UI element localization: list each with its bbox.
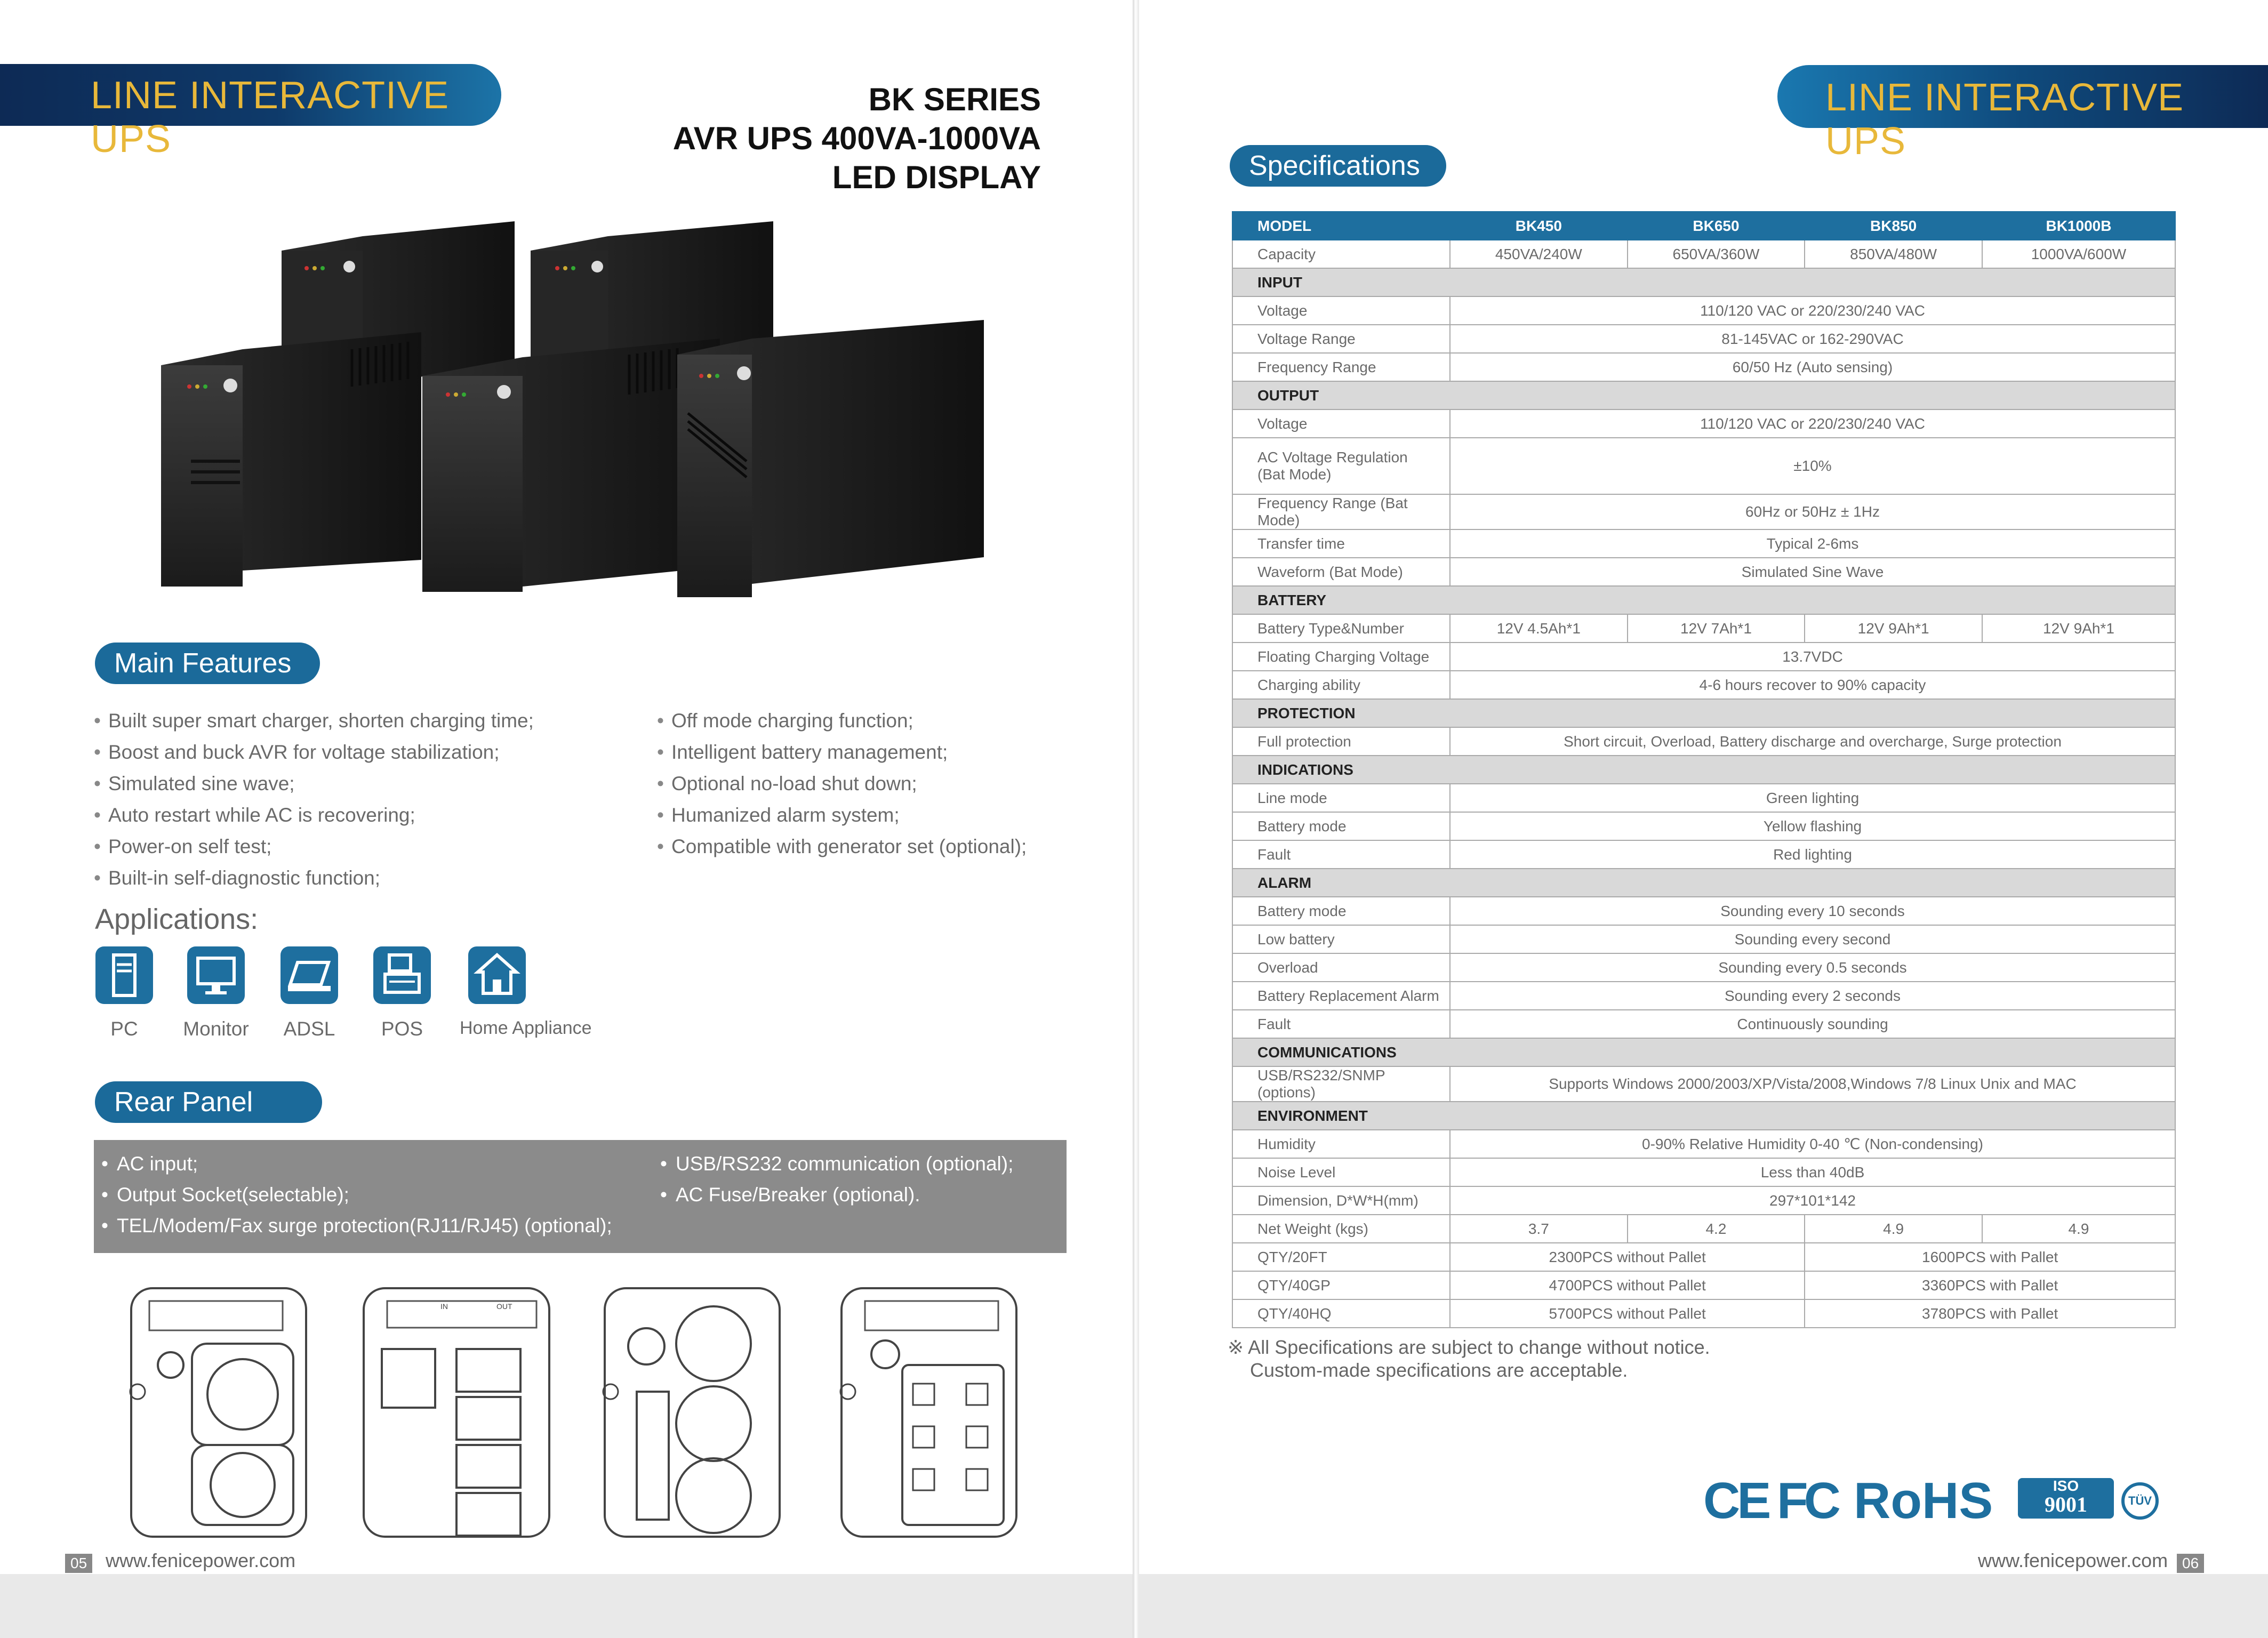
spec-key: Floating Charging Voltage — [1232, 643, 1450, 671]
spec-value: 3360PCS with Pallet — [1805, 1271, 2175, 1299]
model-header-bk1000b: BK1000B — [1982, 212, 2175, 240]
iso-label: ISO — [2053, 1478, 2079, 1494]
spec-row — [1232, 1066, 2175, 1102]
spec-row — [1232, 643, 2175, 671]
spec-value: 450VA/240W — [1450, 240, 1628, 268]
product-photo — [149, 211, 1003, 611]
spec-row — [1232, 784, 2175, 812]
spec-value: 81-145VAC or 162-290VAC — [1450, 325, 2175, 353]
spec-header-row — [1232, 212, 2175, 240]
rear-item: • AC Fuse/Breaker (optional). — [660, 1179, 1013, 1210]
spec-key: Voltage — [1232, 296, 1450, 325]
spec-row — [1232, 727, 2175, 756]
spec-key: Battery mode — [1232, 897, 1450, 925]
spec-section-row — [1232, 1102, 2175, 1130]
spec-section-title: INPUT — [1232, 268, 2175, 296]
rohs-logo: RoHS — [1854, 1472, 1993, 1529]
app-monitor — [179, 946, 253, 1040]
spec-row — [1232, 353, 2175, 381]
spec-section-row — [1232, 586, 2175, 614]
spec-key-line: AC Voltage Regulation — [1257, 449, 1408, 465]
feature-item: • Intelligent battery management; — [657, 736, 1027, 768]
spec-value: 850VA/480W — [1805, 240, 1982, 268]
spec-row — [1232, 671, 2175, 699]
series-title-line: AVR UPS 400VA-1000VA — [672, 121, 1041, 156]
rear-list-col1 — [101, 1149, 612, 1241]
spec-key: Capacity — [1232, 240, 1450, 268]
spec-section-row — [1232, 268, 2175, 296]
app-pc — [87, 946, 162, 1040]
spec-row — [1232, 240, 2175, 268]
spec-row — [1232, 1130, 2175, 1158]
spec-value: 13.7VDC — [1450, 643, 2175, 671]
spec-key: Battery Replacement Alarm — [1232, 982, 1450, 1010]
series-title — [673, 80, 1041, 197]
right-banner-title: LINE INTERACTIVE UPS — [1825, 76, 2184, 163]
spec-row — [1232, 1271, 2175, 1299]
spec-key: Transfer time — [1232, 529, 1450, 558]
spec-row — [1232, 953, 2175, 982]
left-banner — [0, 64, 501, 160]
spec-section-row — [1232, 869, 2175, 897]
spec-section-row — [1232, 1038, 2175, 1066]
model-header-bk650: BK650 — [1628, 212, 1805, 240]
rear-list-col2 — [660, 1149, 1013, 1210]
left-page — [0, 0, 1133, 1638]
spec-key-line: (Bat Mode) — [1257, 466, 1332, 483]
spec-value: 12V 4.5Ah*1 — [1450, 614, 1628, 643]
spec-value: ±10% — [1450, 438, 2175, 494]
spec-value: Continuously sounding — [1450, 1010, 2175, 1038]
spec-value: Sounding every 0.5 seconds — [1450, 953, 2175, 982]
spec-section-title: BATTERY — [1232, 586, 2175, 614]
spec-value: 650VA/360W — [1628, 240, 1805, 268]
left-page-number: 05 — [65, 1554, 92, 1573]
spec-key: QTY/40GP — [1232, 1271, 1450, 1299]
specifications-table — [1232, 211, 2176, 1328]
spec-value: Sounding every second — [1450, 925, 2175, 953]
model-header-bk450: BK450 — [1450, 212, 1628, 240]
pc-icon — [95, 946, 153, 1004]
app-pos — [365, 946, 439, 1040]
spec-key: Frequency Range (Bat Mode) — [1232, 494, 1450, 529]
feature-item: • Built-in self-diagnostic function; — [94, 862, 534, 894]
spec-section-row — [1232, 699, 2175, 727]
spec-key: Fault — [1232, 840, 1450, 869]
right-page-number: 06 — [2177, 1554, 2204, 1573]
spec-value: Sounding every 2 seconds — [1450, 982, 2175, 1010]
spec-value: 110/120 VAC or 220/230/240 VAC — [1450, 296, 2175, 325]
adsl-icon — [281, 946, 338, 1004]
feature-item: • Compatible with generator set (optional); — [657, 831, 1027, 862]
model-header: MODEL — [1232, 212, 1450, 240]
spec-key: QTY/20FT — [1232, 1243, 1450, 1271]
main-features-heading: Main Features — [95, 643, 320, 684]
app-label: POS — [381, 1018, 423, 1040]
applications-heading: Applications: — [95, 903, 259, 935]
spec-section-title: INDICATIONS — [1232, 756, 2175, 784]
spec-value: 0-90% Relative Humidity 0-40 ℃ (Non-condensing) — [1450, 1130, 2175, 1158]
rear-item: • Output Socket(selectable); — [101, 1179, 612, 1210]
tuv-logo: TÜV — [2121, 1482, 2159, 1520]
fc-logo: FC — [1777, 1472, 1837, 1529]
spec-row — [1232, 1243, 2175, 1271]
left-footer-band — [0, 1574, 1133, 1638]
app-adsl — [272, 946, 347, 1040]
spec-key: Voltage Range — [1232, 325, 1450, 353]
spec-value: 12V 7Ah*1 — [1628, 614, 1805, 643]
spec-value: Short circuit, Overload, Battery discharge and overcharge, Surge protection — [1450, 727, 2175, 756]
spec-row — [1232, 529, 2175, 558]
spec-section-title: COMMUNICATIONS — [1232, 1038, 2175, 1066]
spec-key — [1232, 438, 1450, 494]
spec-row — [1232, 325, 2175, 353]
feature-item: • Humanized alarm system; — [657, 799, 1027, 831]
left-url: www.fenicepower.com — [106, 1549, 296, 1571]
spec-value: Red lighting — [1450, 840, 2175, 869]
spec-value: 4.9 — [1982, 1215, 2175, 1243]
spec-key: Dimension, D*W*H(mm) — [1232, 1186, 1450, 1215]
spec-row — [1232, 614, 2175, 643]
spec-section-title: OUTPUT — [1232, 381, 2175, 410]
right-banner — [1777, 65, 2268, 163]
spec-value: Less than 40dB — [1450, 1158, 2175, 1186]
spec-value: 2300PCS without Pallet — [1450, 1243, 1805, 1271]
spec-value: 3780PCS with Pallet — [1805, 1299, 2175, 1328]
spec-value: 1600PCS with Pallet — [1805, 1243, 2175, 1271]
spec-row — [1232, 558, 2175, 586]
out-label: OUT — [496, 1302, 512, 1311]
specifications-heading: Specifications — [1230, 145, 1446, 187]
spec-value: 1000VA/600W — [1982, 240, 2175, 268]
spec-value: 12V 9Ah*1 — [1982, 614, 2175, 643]
feature-item: • Built super smart charger, shorten charging time; — [94, 705, 534, 736]
rear-panel-drawing-4 — [838, 1285, 1020, 1541]
spec-key: Frequency Range — [1232, 353, 1450, 381]
right-footer-band — [1139, 1574, 2268, 1638]
spec-key: USB/RS232/SNMP (options) — [1232, 1066, 1450, 1102]
feature-item: • Auto restart while AC is recovering; — [94, 799, 534, 831]
in-label: IN — [440, 1302, 448, 1311]
spec-value: Green lighting — [1450, 784, 2175, 812]
spec-row — [1232, 840, 2175, 869]
rear-panel-box — [94, 1140, 1067, 1253]
spec-value: 60/50 Hz (Auto sensing) — [1450, 353, 2175, 381]
rear-panel-drawing-3 — [602, 1285, 783, 1541]
features-list-col2 — [657, 705, 1027, 862]
series-title-line: BK SERIES — [868, 82, 1041, 117]
spec-key: Low battery — [1232, 925, 1450, 953]
app-home — [460, 946, 592, 1039]
app-label: Home Appliance — [460, 1018, 592, 1038]
app-label: PC — [110, 1018, 138, 1040]
spec-row — [1232, 1215, 2175, 1243]
home-icon — [468, 946, 526, 1004]
spec-value: Simulated Sine Wave — [1450, 558, 2175, 586]
rear-item: • USB/RS232 communication (optional); — [660, 1149, 1013, 1179]
page-fold — [1133, 0, 1139, 1638]
spec-value: 12V 9Ah*1 — [1805, 614, 1982, 643]
spec-section-row — [1232, 756, 2175, 784]
spec-row — [1232, 1158, 2175, 1186]
spec-value: Yellow flashing — [1450, 812, 2175, 840]
spec-value: 4-6 hours recover to 90% capacity — [1450, 671, 2175, 699]
iso-9001-logo — [2018, 1478, 2114, 1519]
spec-section-title: ALARM — [1232, 869, 2175, 897]
spec-key: Charging ability — [1232, 671, 1450, 699]
feature-item: • Off mode charging function; — [657, 705, 1027, 736]
spec-value: Sounding every 10 seconds — [1450, 897, 2175, 925]
spec-note — [1228, 1336, 1710, 1382]
spec-key: Net Weight (kgs) — [1232, 1215, 1450, 1243]
spec-key: Full protection — [1232, 727, 1450, 756]
spec-row — [1232, 982, 2175, 1010]
feature-item: • Optional no-load shut down; — [657, 768, 1027, 799]
pos-icon — [373, 946, 431, 1004]
app-label: Monitor — [183, 1018, 249, 1040]
feature-item: • Simulated sine wave; — [94, 768, 534, 799]
series-title-line: LED DISPLAY — [832, 159, 1041, 195]
spec-row — [1232, 1299, 2175, 1328]
spec-value: 4700PCS without Pallet — [1450, 1271, 1805, 1299]
spec-value: 60Hz or 50Hz ± 1Hz — [1450, 494, 2175, 529]
spec-value: 297*101*142 — [1450, 1186, 2175, 1215]
spec-row — [1232, 925, 2175, 953]
rear-panel-drawing-2 — [360, 1285, 552, 1541]
spec-value: 3.7 — [1450, 1215, 1628, 1243]
spec-value: 110/120 VAC or 220/230/240 VAC — [1450, 410, 2175, 438]
feature-item: • Power-on self test; — [94, 831, 534, 862]
app-label: ADSL — [283, 1018, 335, 1040]
rear-item: • AC input; — [101, 1149, 612, 1179]
spec-row — [1232, 494, 2175, 529]
note-line: Custom-made specifications are acceptable. — [1250, 1359, 1628, 1381]
spec-key: Waveform (Bat Mode) — [1232, 558, 1450, 586]
spec-key: Line mode — [1232, 784, 1450, 812]
spec-key: Noise Level — [1232, 1158, 1450, 1186]
right-url: www.fenicepower.com — [1978, 1549, 2168, 1571]
rear-panel-heading: Rear Panel — [95, 1081, 322, 1123]
spec-row — [1232, 1186, 2175, 1215]
spec-key: Humidity — [1232, 1130, 1450, 1158]
spec-row — [1232, 438, 2175, 494]
spec-value: 5700PCS without Pallet — [1450, 1299, 1805, 1328]
spec-value: Typical 2-6ms — [1450, 529, 2175, 558]
spec-value: 4.9 — [1805, 1215, 1982, 1243]
iso-number: 9001 — [2045, 1492, 2087, 1516]
rear-panel-drawing-1 — [128, 1285, 309, 1541]
rear-item: • TEL/Modem/Fax surge protection(RJ11/RJ45) (optional); — [101, 1210, 612, 1241]
ce-logo: CE — [1703, 1472, 1768, 1529]
spec-row — [1232, 897, 2175, 925]
model-header-bk850: BK850 — [1805, 212, 1982, 240]
spec-key: Overload — [1232, 953, 1450, 982]
monitor-icon — [187, 946, 245, 1004]
spec-row — [1232, 410, 2175, 438]
features-list-col1 — [94, 705, 534, 894]
spec-key: Voltage — [1232, 410, 1450, 438]
spec-section-title: ENVIRONMENT — [1232, 1102, 2175, 1130]
spec-key: Battery Type&Number — [1232, 614, 1450, 643]
spec-key: Fault — [1232, 1010, 1450, 1038]
spec-value: Supports Windows 2000/2003/XP/Vista/2008,Windows 7/8 Linux Unix and MAC — [1450, 1066, 2175, 1102]
spec-row — [1232, 812, 2175, 840]
note-line: ※ All Specifications are subject to change without notice. — [1228, 1336, 1710, 1358]
spec-key: Battery mode — [1232, 812, 1450, 840]
spec-row — [1232, 1010, 2175, 1038]
feature-item: • Boost and buck AVR for voltage stabilization; — [94, 736, 534, 768]
left-banner-title: LINE INTERACTIVE UPS — [91, 74, 450, 160]
spec-key: QTY/40HQ — [1232, 1299, 1450, 1328]
spec-section-row — [1232, 381, 2175, 410]
spec-value: 4.2 — [1628, 1215, 1805, 1243]
spec-row — [1232, 296, 2175, 325]
spec-section-title: PROTECTION — [1232, 699, 2175, 727]
